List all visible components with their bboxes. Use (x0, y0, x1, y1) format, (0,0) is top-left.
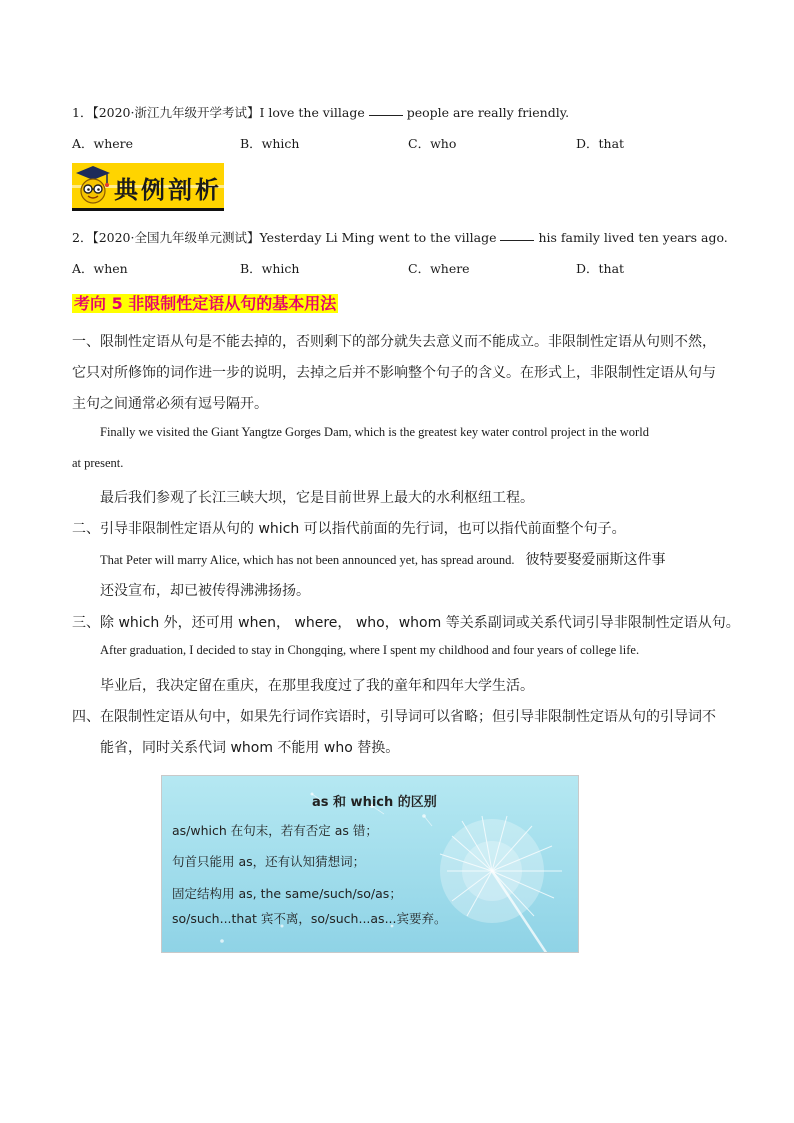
as-which-note-box (161, 775, 579, 953)
question-number: 1． (72, 105, 93, 120)
note-line-3: 固定结构用 as, the same/such/so/as； (172, 886, 402, 901)
question-source: 【2020·浙江九年级开学考试】 (92, 105, 260, 120)
example-3-en: After graduation, I decided to stay in Chongqing, where I spent my childhood and four years of college life. (100, 643, 640, 657)
rule-4-line-2: 能省，同时关系代词 whom 不能用 who 替换。 (100, 740, 400, 756)
example-1-en-line-2: at present. (72, 456, 124, 470)
rule-1-line-2: 它只对所修饰的词作进一步的说明，去掉之后并不影响整个句子的含义。在形式上，非限制性定语从句与 (72, 365, 716, 381)
example-2-cn-line-2: 还没宣布，却已被传得沸沸扬扬。 (100, 583, 310, 599)
question-text-after: his family lived ten years ago. (538, 230, 728, 245)
rule-1-line-3: 主句之间通常必须有逗号隔开。 (72, 396, 268, 412)
note-line-4: so/such...that 宾不离，so/such...as...宾要弃。 (172, 911, 447, 926)
q2-option-c: C．where (408, 261, 470, 276)
q2-option-b: B．which (240, 261, 300, 276)
badge-label: 典例剖析 (114, 175, 222, 204)
example-2-cn-tail: 彼特要娶爱丽斯这件事 (525, 552, 666, 568)
q1-option-a: A．where (72, 136, 134, 151)
note-title: as 和 which 的区别 (312, 795, 437, 810)
question-source: 【2020·全国九年级单元测试】 (92, 230, 260, 245)
example-3-cn: 毕业后，我决定留在重庆，在那里我度过了我的童年和四年大学生活。 (100, 678, 534, 694)
q2-option-a: A．when (72, 261, 128, 276)
section-heading (72, 291, 338, 314)
example-1-en-line-1: Finally we visited the Giant Yangtze Gorges Dam, which is the greatest key water control project in the world (100, 425, 649, 439)
example-2-en: That Peter will marry Alice, which has not been announced yet, has spread around. (100, 553, 515, 567)
question-text-before: I love the village (259, 105, 365, 120)
rule-3: 三、除 which 外，还可用 when， where， who，whom 等关系副词或关系代词引导非限制性定语从句。 (72, 615, 740, 631)
section-title: 考向 5 非限制性定语从句的基本用法 (74, 294, 337, 313)
rule-1-line-1: 一、限制性定语从句是不能去掉的，否则剩下的部分就失去意义而不能成立。非限制性定语从句则不然， (72, 334, 716, 350)
q1-option-c: C．who (408, 136, 457, 151)
question-text-after: people are really friendly. (406, 105, 570, 120)
q1-option-d: D．that (576, 136, 625, 151)
answer-blank (500, 240, 534, 241)
question-text-before: Yesterday Li Ming went to the village (259, 230, 497, 245)
rule-4-line-1: 四、在限制性定语从句中，如果先行词作宾语时，引导词可以省略；但引导非限制性定语从句的引导词不 (72, 709, 716, 725)
rule-2: 二、引导非限制性定语从句的 which 可以指代前面的先行词，也可以指代前面整个句子。 (72, 521, 626, 537)
note-line-2: 句首只能用 as，还有认知猜想词； (172, 854, 366, 869)
example-2-line-1 (100, 549, 666, 569)
example-1-cn: 最后我们参观了长江三峡大坝，它是目前世界上最大的水利枢纽工程。 (100, 490, 534, 506)
question-2 (72, 228, 728, 246)
scholar-mascot-icon (74, 164, 112, 208)
note-line-1: as/which 在句末，若有否定 as 错； (172, 823, 378, 838)
question-1 (72, 103, 569, 121)
example-analysis-badge (72, 163, 224, 211)
q1-option-b: B．which (240, 136, 300, 151)
answer-blank (369, 115, 403, 116)
q2-option-d: D．that (576, 261, 625, 276)
question-number: 2． (72, 230, 93, 245)
